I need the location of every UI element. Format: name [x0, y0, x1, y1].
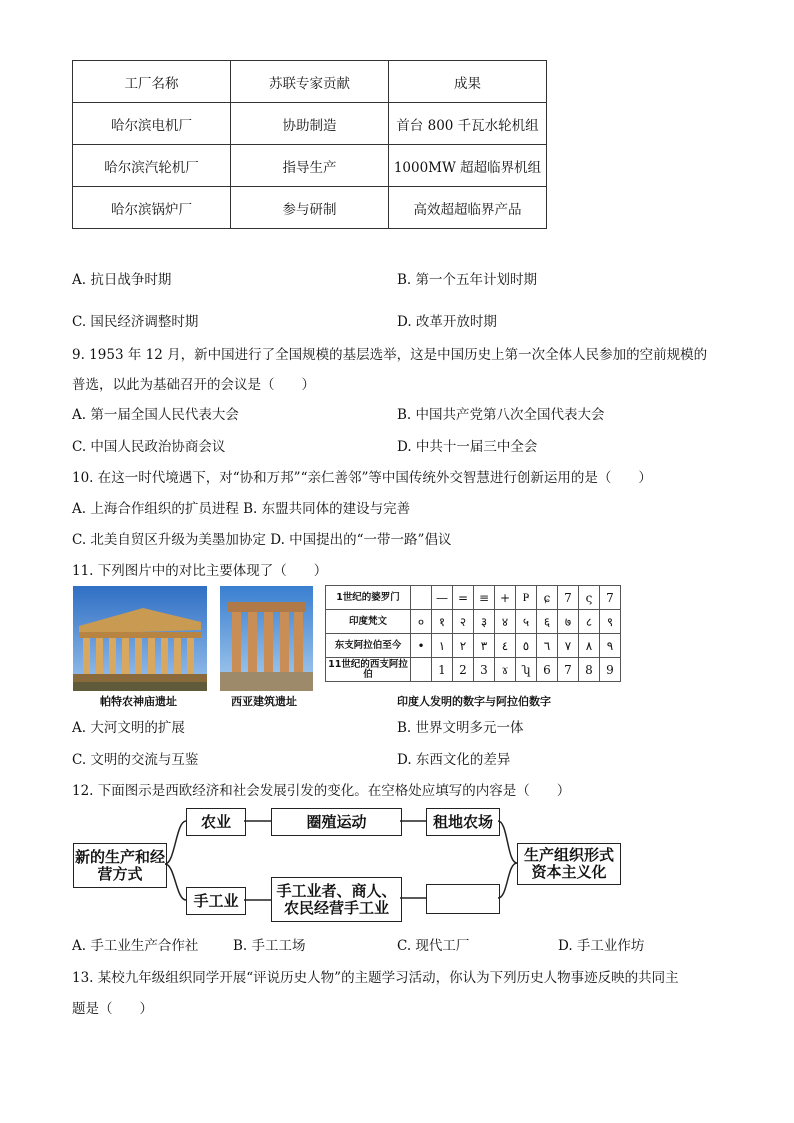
numeral-glyph: ʮ [516, 658, 537, 682]
q11-option-c: C. 文明的交流与互鉴 [72, 752, 199, 768]
table-cell: 参与研制 [231, 187, 389, 229]
connector-farm-right [498, 821, 517, 863]
numeral-glyph: 7 [558, 586, 579, 610]
numeral-glyph: 9 [600, 658, 621, 682]
numeral-glyph: ٥ [516, 634, 537, 658]
q9-option-a: A. 第一届全国人民代表大会 [72, 407, 239, 423]
numeral-glyph: ६ [537, 610, 558, 634]
table-cell: 哈尔滨汽轮机厂 [73, 145, 231, 187]
parthenon-image [73, 586, 207, 691]
numeral-caption: 印度人发明的数字与阿拉伯数字 [397, 695, 551, 708]
q12-option-a: A. 手工业生产合作社 [72, 938, 199, 954]
table-row [326, 658, 621, 682]
numeral-glyph: ٨ [579, 634, 600, 658]
numeral-glyph: ٧ [558, 634, 579, 658]
parthenon-caption: 帕特农神庙遗址 [100, 695, 177, 708]
numeral-glyph: ١ [432, 634, 453, 658]
numeral-glyph: ٣ [474, 634, 495, 658]
table-header: 工厂名称 [73, 61, 231, 103]
connector-left-handicraft [165, 864, 186, 900]
diagram-box-farm: 租地农场 [426, 808, 500, 836]
numeral-glyph: ٩ [600, 634, 621, 658]
diagram-box-blank [426, 884, 500, 914]
q10-stem: 10. 在这一时代境遇下，对“协和万邦”“亲仁善邻”等中国传统外交智慧进行创新运用的是（ ） [72, 470, 652, 486]
numeral-glyph: १ [432, 610, 453, 634]
numeral-glyph: = [453, 586, 474, 610]
q11-stem: 11. 下列图片中的对比主要体现了（ ） [72, 563, 328, 579]
numeral-glyph: 1 [432, 658, 453, 682]
q8-option-c: C. 国民经济调整时期 [72, 314, 199, 330]
numeral-glyph: ८ [579, 610, 600, 634]
q12-option-b: B. 手工工场 [233, 938, 306, 954]
numeral-glyph: ٤ [495, 634, 516, 658]
q12-option-d: D. 手工业作坊 [558, 938, 645, 954]
q11-option-d: D. 东西文化的差异 [397, 752, 511, 768]
numeral-glyph: ७ [558, 610, 579, 634]
q8-option-b: B. 第一个五年计划时期 [397, 272, 538, 288]
table-header: 苏联专家贡献 [231, 61, 389, 103]
factory-table [72, 60, 547, 229]
table-cell: 高效超超临界产品 [389, 187, 547, 229]
q9-stem-line1: 9. 1953 年 12 月，新中国进行了全国规模的基层选举，这是中国历史上第一次全体人民参加的空前规模的 [72, 347, 708, 363]
table-header: 成果 [389, 61, 547, 103]
table-cell: 1000MW 超超临界机组 [389, 145, 547, 187]
table-row [326, 610, 621, 634]
q11-option-b: B. 世界文明多元一体 [397, 720, 524, 736]
numeral-row-label: 印度梵文 [326, 610, 411, 634]
numeral-glyph: ɤ [495, 658, 516, 682]
numeral-glyph: ५ [516, 610, 537, 634]
q11-option-a: A. 大河文明的扩展 [72, 720, 185, 736]
table-row [73, 145, 547, 187]
numeral-glyph: ० [411, 610, 432, 634]
q10-options-ab: A. 上海合作组织的扩员进程 B. 东盟共同体的建设与完善 [72, 501, 411, 517]
q8-option-d: D. 改革开放时期 [397, 314, 497, 330]
table-cell: 指导生产 [231, 145, 389, 187]
connector-left-agri [165, 821, 186, 864]
numeral-glyph: 8 [579, 658, 600, 682]
numeral-glyph: ς [579, 586, 600, 610]
numeral-row-label: 1世纪的婆罗门 [326, 586, 411, 610]
q10-options-cd: C. 北美自贸区升级为美墨加协定 D. 中国提出的“一带一路”倡议 [72, 532, 452, 548]
q13-stem-line1: 13. 某校九年级组织同学开展“评说历史人物”的主题学习活动，你认为下列历史人物事迹反映的共同主 [72, 970, 679, 986]
numeral-glyph: ٢ [453, 634, 474, 658]
table-row [326, 634, 621, 658]
numeral-glyph: 7 [558, 658, 579, 682]
numeral-glyph: २ [453, 610, 474, 634]
diagram-box-actors: 手工业者、商人、农民经营手工业 [271, 877, 402, 922]
numeral-glyph: ≡ [474, 586, 495, 610]
q9-option-d: D. 中共十一届三中全会 [397, 439, 538, 455]
diagram-box-handicraft: 手工业 [186, 887, 246, 915]
numeral-glyph [411, 586, 432, 610]
numeral-table [325, 585, 621, 682]
numeral-glyph: Ҏ [516, 586, 537, 610]
numeral-glyph: ९ [600, 610, 621, 634]
numeral-glyph: 3 [474, 658, 495, 682]
numeral-glyph: ɕ [537, 586, 558, 610]
q9-stem-line2: 普选，以此为基础召开的会议是（ ） [72, 377, 315, 393]
numeral-row-label: 东支阿拉伯至今 [326, 634, 411, 658]
numeral-glyph [411, 658, 432, 682]
numeral-glyph: 6 [537, 658, 558, 682]
q9-option-c: C. 中国人民政治协商会议 [72, 439, 226, 455]
q12-option-c: C. 现代工厂 [397, 938, 470, 954]
table-header-row [73, 61, 547, 103]
table-cell: 哈尔滨电机厂 [73, 103, 231, 145]
table-cell: 协助制造 [231, 103, 389, 145]
table-cell: 哈尔滨锅炉厂 [73, 187, 231, 229]
q8-option-a: A. 抗日战争时期 [72, 272, 172, 288]
q13-stem-line2: 题是（ ） [72, 1001, 153, 1017]
west-asia-caption: 西亚建筑遗址 [231, 695, 297, 708]
table-row [73, 187, 547, 229]
numeral-glyph: ४ [495, 610, 516, 634]
diagram-box-enclosure: 圈殖运动 [271, 808, 402, 836]
diagram-box-agriculture: 农业 [186, 808, 246, 836]
diagram-box-left: 新的生产和经营方式 [73, 843, 167, 888]
numeral-glyph: • [411, 634, 432, 658]
numeral-glyph: 7 [600, 586, 621, 610]
table-row [73, 103, 547, 145]
table-row [326, 586, 621, 610]
numeral-row-label: 11世纪的西支阿拉伯 [326, 658, 411, 682]
numeral-glyph: + [495, 586, 516, 610]
diagram-box-right: 生产组织形式资本主义化 [517, 843, 621, 885]
west-asia-ruin-image [220, 586, 313, 691]
numeral-glyph: ३ [474, 610, 495, 634]
numeral-glyph: 2 [453, 658, 474, 682]
q9-option-b: B. 中国共产党第八次全国代表大会 [397, 407, 605, 423]
q12-stem: 12. 下面图示是西欧经济和社会发展引发的变化。在空格处应填写的内容是（ ） [72, 783, 571, 799]
connector-blank-right [498, 863, 517, 898]
numeral-glyph: — [432, 586, 453, 610]
numeral-glyph: ٦ [537, 634, 558, 658]
table-cell: 首台 800 千瓦水轮机组 [389, 103, 547, 145]
